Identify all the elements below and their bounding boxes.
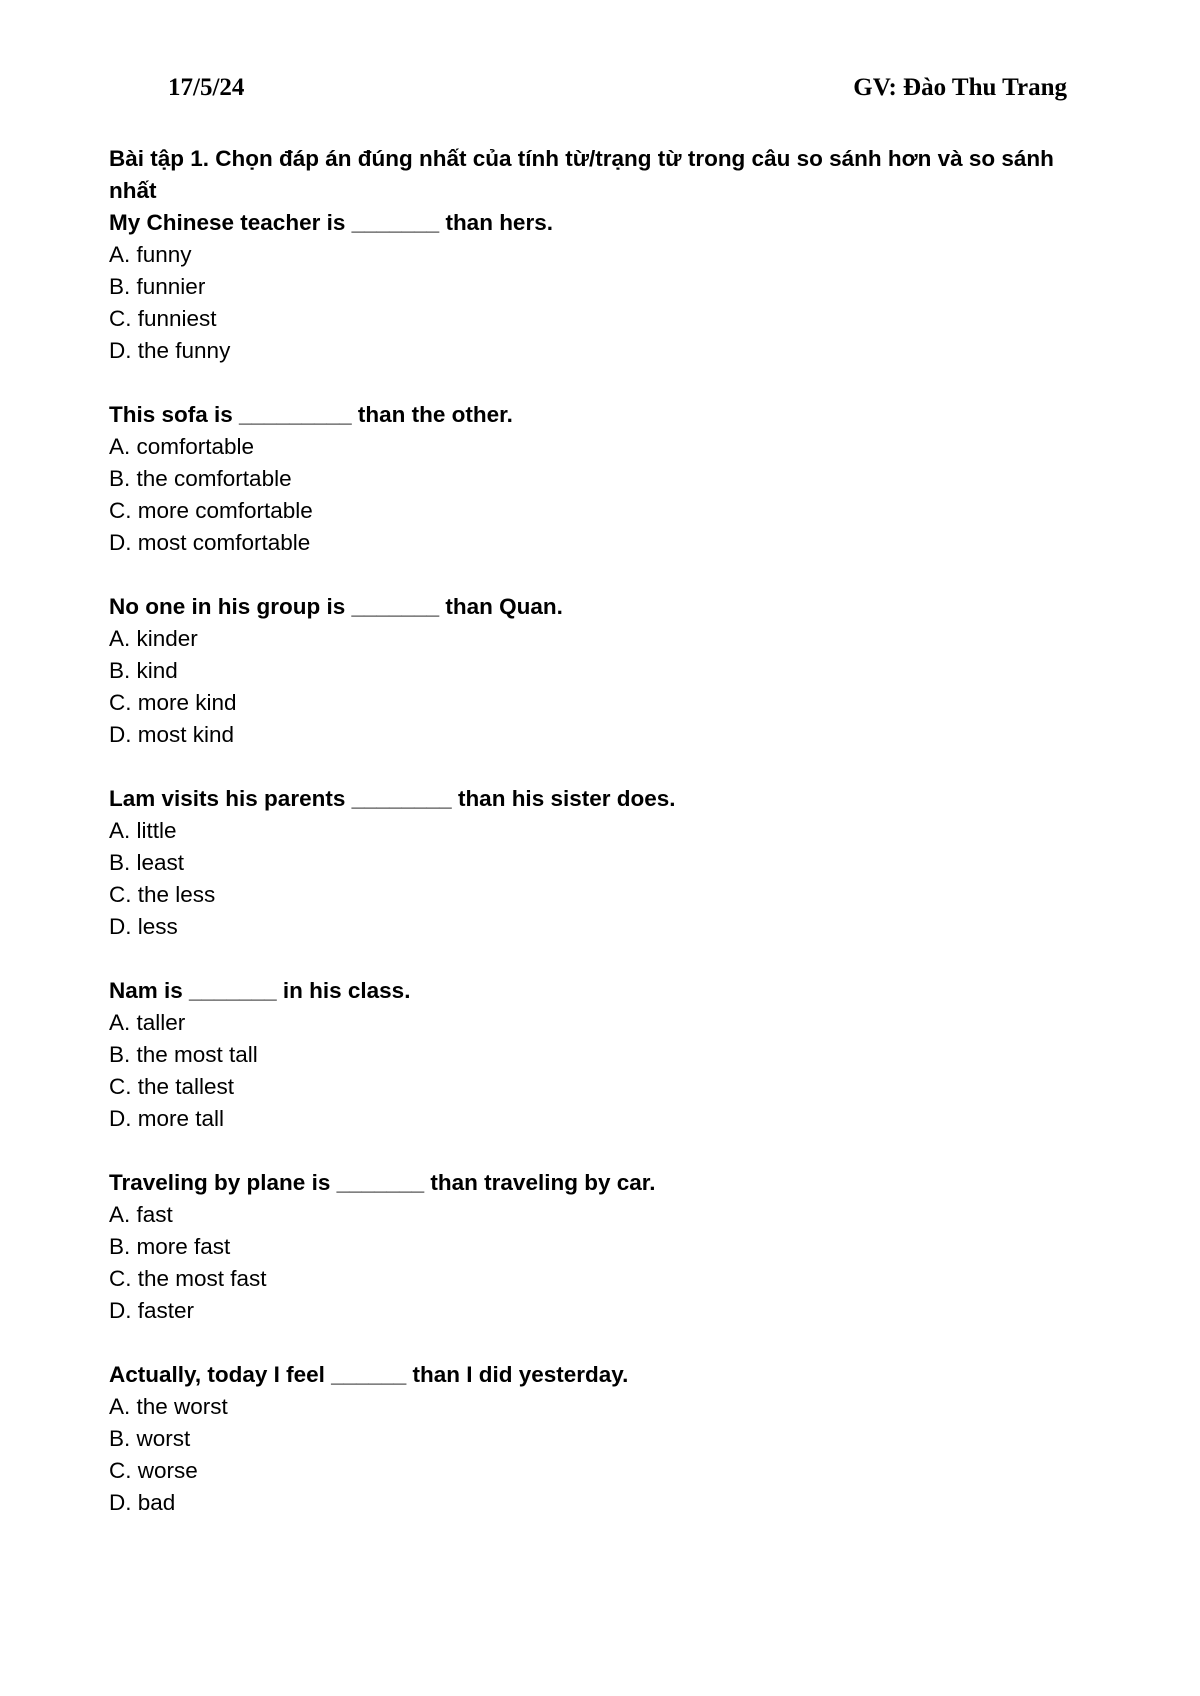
option-d: D. more tall (109, 1106, 225, 1131)
question-2 (109, 399, 1089, 559)
option-d: D. faster (109, 1298, 195, 1323)
option-d: D. the funny (109, 338, 231, 363)
option-b: B. the most tall (109, 1042, 258, 1067)
exercise-title: Bài tập 1. Chọn đáp án đúng nhất của tính từ/trạng từ trong câu so sánh hơn và so sánh nhất (109, 146, 1054, 203)
option-c: C. the less (109, 882, 216, 907)
question-stem: This sofa is _________ than the other. (109, 402, 513, 427)
question-1 (109, 207, 1089, 367)
option-a: A. funny (109, 242, 192, 267)
option-d: D. bad (109, 1490, 176, 1515)
question-4 (109, 783, 1089, 943)
option-c: C. worse (109, 1458, 198, 1483)
exercise-content (109, 143, 1089, 1551)
header-teacher: GV: Đào Thu Trang (853, 74, 1067, 101)
question-stem: No one in his group is _______ than Quan. (109, 594, 563, 619)
option-d: D. less (109, 914, 178, 939)
option-c: C. the most fast (109, 1266, 267, 1291)
header-date: 17/5/24 (168, 74, 245, 101)
option-a: A. kinder (109, 626, 198, 651)
question-stem: Traveling by plane is _______ than traveling by car. (109, 1170, 656, 1195)
option-b: B. worst (109, 1426, 191, 1451)
option-c: C. the tallest (109, 1074, 235, 1099)
question-stem: Nam is _______ in his class. (109, 978, 411, 1003)
question-5 (109, 975, 1089, 1135)
option-c: C. more comfortable (109, 498, 313, 523)
option-b: B. funnier (109, 274, 206, 299)
option-a: A. taller (109, 1010, 186, 1035)
option-b: B. the comfortable (109, 466, 292, 491)
question-3 (109, 591, 1089, 751)
question-6 (109, 1167, 1089, 1327)
option-c: C. funniest (109, 306, 217, 331)
question-7 (109, 1359, 1089, 1519)
page-header (168, 74, 1067, 106)
question-stem: My Chinese teacher is _______ than hers. (109, 210, 553, 235)
question-stem: Lam visits his parents ________ than his sister does. (109, 786, 676, 811)
option-d: D. most comfortable (109, 530, 311, 555)
option-a: A. little (109, 818, 177, 843)
option-b: B. kind (109, 658, 178, 683)
question-stem: Actually, today I feel ______ than I did yesterday. (109, 1362, 629, 1387)
option-a: A. comfortable (109, 434, 255, 459)
option-c: C. more kind (109, 690, 237, 715)
option-d: D. most kind (109, 722, 235, 747)
option-a: A. fast (109, 1202, 173, 1227)
option-b: B. least (109, 850, 185, 875)
option-a: A. the worst (109, 1394, 228, 1419)
option-b: B. more fast (109, 1234, 231, 1259)
